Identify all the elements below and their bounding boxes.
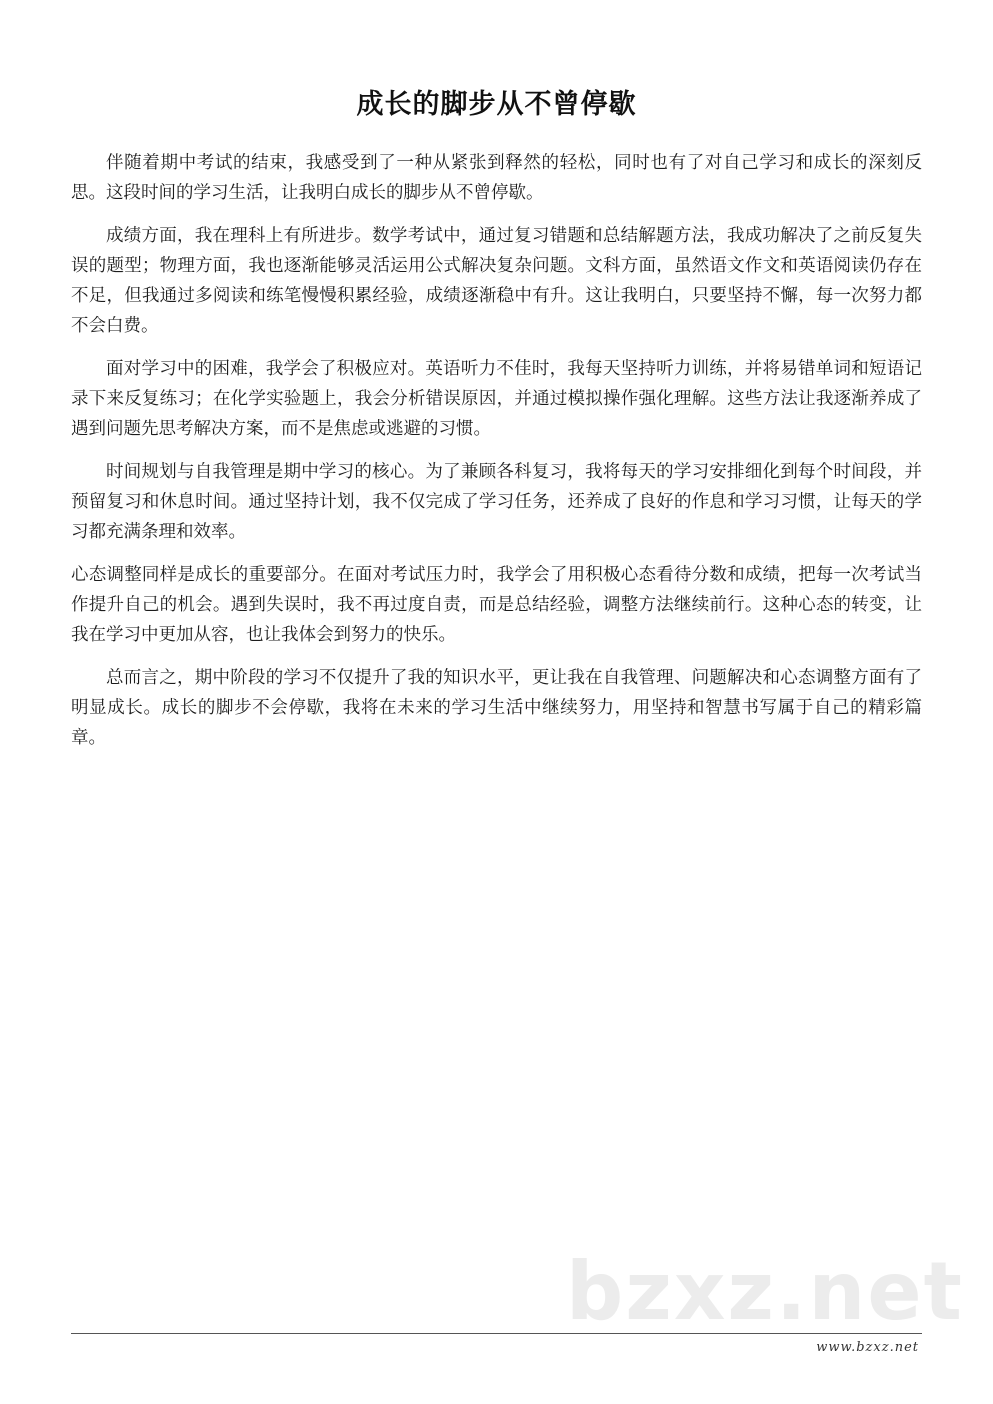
paragraph-difficulties: 面对学习中的困难，我学会了积极应对。英语听力不佳时，我每天坚持听力训练，并将易错单词和短语记录下来反复练习；在化学实验题上，我会分析错误原因，并通过模拟操作强化理解。这些方法让我逐渐养成了遇到问题先思考解决方案，而不是焦虑或逃避的习惯。: [71, 359, 922, 439]
paragraph-time-management: 时间规划与自我管理是期中学习的核心。为了兼顾各科复习，我将每天的学习安排细化到每个时间段，并预留复习和休息时间。通过坚持计划，我不仅完成了学习任务，还养成了良好的作息和学习习惯，让每天的学习都充满条理和效率。: [71, 462, 922, 542]
paragraph-grades: 成绩方面，我在理科上有所进步。数学考试中，通过复习错题和总结解题方法，我成功解决了之前反复失误的题型；物理方面，我也逐渐能够灵活运用公式解决复杂问题。文科方面，虽然语文作文和英语阅读仍存在不足，但我通过多阅读和练笔慢慢积累经验，成绩逐渐稳中有升。这让我明白，只要坚持不懈，每一次努力都不会白费。: [71, 226, 922, 336]
document-body: [71, 148, 922, 766]
footer-url: www.bzxz.net: [816, 1340, 919, 1355]
footer-divider: [71, 1333, 922, 1334]
paragraph-conclusion: 总而言之，期中阶段的学习不仅提升了我的知识水平，更让我在自我管理、问题解决和心态调整方面有了明显成长。成长的脚步不会停歇，我将在未来的学习生活中继续努力，用坚持和智慧书写属于自己的精彩篇章。: [71, 668, 922, 748]
site-watermark: bzxz.net: [566, 1245, 964, 1338]
paragraph-mindset: 心态调整同样是成长的重要部分。在面对考试压力时，我学会了用积极心态看待分数和成绩，把每一次考试当作提升自己的机会。遇到失误时，我不再过度自责，而是总结经验，调整方法继续前行。这种心态的转变，让我在学习中更加从容，也让我体会到努力的快乐。: [71, 565, 922, 645]
paragraph-intro: 伴随着期中考试的结束，我感受到了一种从紧张到释然的轻松，同时也有了对自己学习和成长的深刻反思。这段时间的学习生活，让我明白成长的脚步从不曾停歇。: [71, 153, 922, 203]
document-title: 成长的脚步从不曾停歇: [356, 89, 637, 120]
